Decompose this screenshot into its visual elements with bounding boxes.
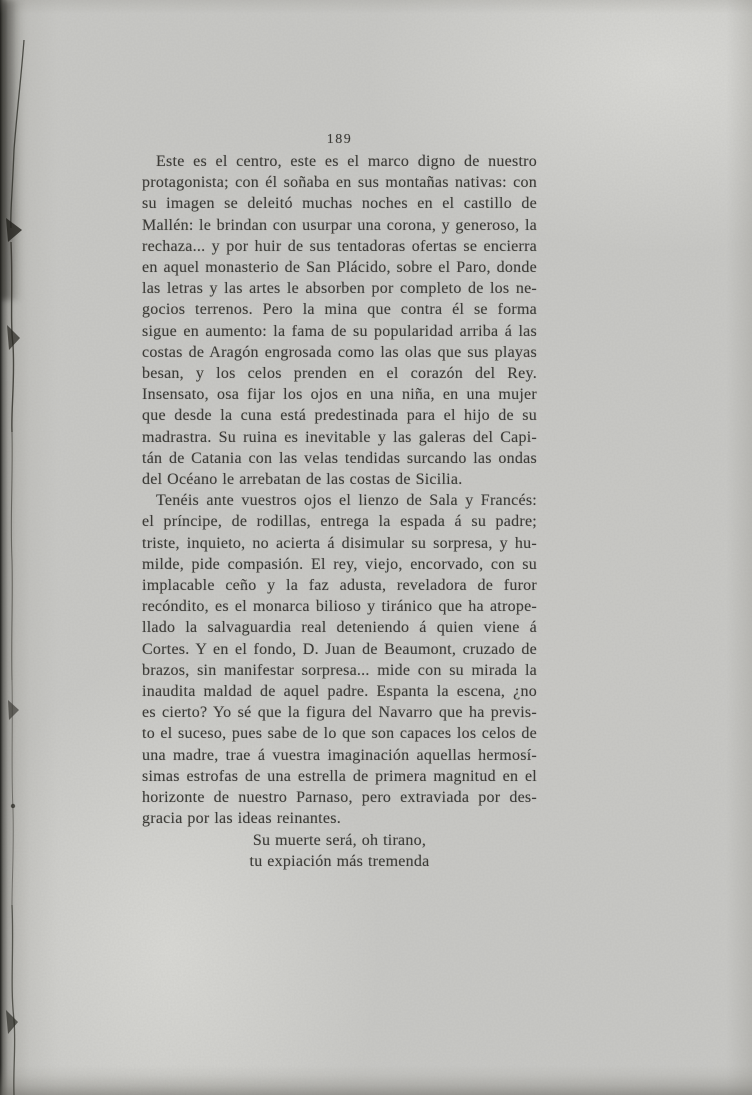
- binding-shadow-left: [0, 0, 60, 1095]
- text-line: implacable ceño y la faz adusta, reveladora de furor: [142, 577, 537, 595]
- text-line: besan, y los celos prenden en el corazón del Rey.: [142, 365, 537, 383]
- text-line: recóndito, es el monarca bilioso y tiránico que ha atrope-: [142, 598, 537, 616]
- text-line: costas de Aragón engrosada como las olas que sus playas: [142, 343, 537, 361]
- page-edge-crack: [0, 0, 60, 1095]
- text-line: Cortes. Y en el fondo, D. Juan de Beaumont, cruzado de: [142, 640, 537, 658]
- text-line: tán de Catania con las velas tendidas surcando las ondas: [142, 449, 537, 467]
- text-line: las letras y las artes le absorben por completo de los ne-: [142, 280, 537, 298]
- text-line: madrastra. Su ruina es inevitable y las galeras del Capi-: [142, 428, 537, 446]
- text-line: triste, inquieto, no acierta á disimular su sorpresa, y hu-: [142, 534, 537, 552]
- text-line: Este es el centro, este es el marco digno de nuestro: [156, 153, 537, 170]
- text-line: Insensato, osa fijar los ojos en una niña, en una mujer: [142, 386, 537, 404]
- text-line: rechaza... y por huir de sus tentadoras ofertas se encierra: [142, 237, 537, 255]
- verse-line: Su muerte será, oh tirano,: [252, 831, 427, 849]
- paragraph-2: [142, 490, 537, 829]
- verse-line: tu expiación más tremenda: [249, 852, 430, 870]
- text-line: inaudita maldad de aquel padre. Espanta la escena, ¿no: [142, 683, 537, 701]
- text-line: protagonista; con él soñaba en sus montañas nativas: con: [142, 174, 537, 192]
- text-line: simas estrofas de una estrella de primera magnitud en el: [142, 767, 537, 785]
- text-line: Tenéis ante vuestros ojos el lienzo de Sala y Francés:: [156, 492, 537, 510]
- text-line: sigue en aumento: la fama de su popularidad arriba á las: [142, 322, 537, 340]
- text-line: brazos, sin manifestar sorpresa... mide con su mirada la: [142, 661, 537, 679]
- text-line: horizonte de nuestro Parnaso, pero extraviada por des-: [142, 789, 537, 807]
- text-line: llado la salvaguardia real deteniendo á quien viene á: [142, 619, 537, 637]
- text-line: que desde la cuna está predestinada para el hijo de su: [142, 407, 537, 425]
- binding-shadow-top-left: [0, 0, 26, 300]
- page-number: 189: [326, 132, 353, 147]
- verse-block: [142, 830, 537, 872]
- text-line: gocios terrenos. Pero la mina que contra él se forma: [142, 301, 537, 319]
- text-line: una madre, trae á vuestra imaginación aquellas hermosí-: [142, 746, 537, 764]
- text-line: milde, pide compasión. El rey, viejo, encorvado, con su: [142, 555, 537, 573]
- text-line: gracia por las ideas reinantes.: [142, 810, 341, 828]
- text-line: en aquel monasterio de San Plácido, sobre el Paro, donde: [142, 259, 537, 277]
- text-line: el príncipe, de rodillas, entrega la espada á su padre;: [142, 513, 537, 531]
- scan-shadow-bottom: [0, 1065, 752, 1095]
- text-line: to el suceso, pues sabe de lo que son capaces los celos de: [142, 725, 537, 743]
- scan-shadow-top: [0, 0, 752, 14]
- text-line: su imagen se deleitó muchas noches en el castillo de: [142, 195, 537, 213]
- scan-shadow-right: [726, 0, 752, 1095]
- paragraph-1: [142, 151, 537, 490]
- text-line: del Océano le arrebatan de las costas de Sicilia.: [142, 471, 463, 489]
- text-block: [142, 151, 537, 872]
- text-line: es cierto? Yo sé que la figura del Navarro que ha previs-: [142, 704, 537, 722]
- text-line: Mallén: le brindan con usurpar una corona, y generoso, la: [142, 216, 537, 234]
